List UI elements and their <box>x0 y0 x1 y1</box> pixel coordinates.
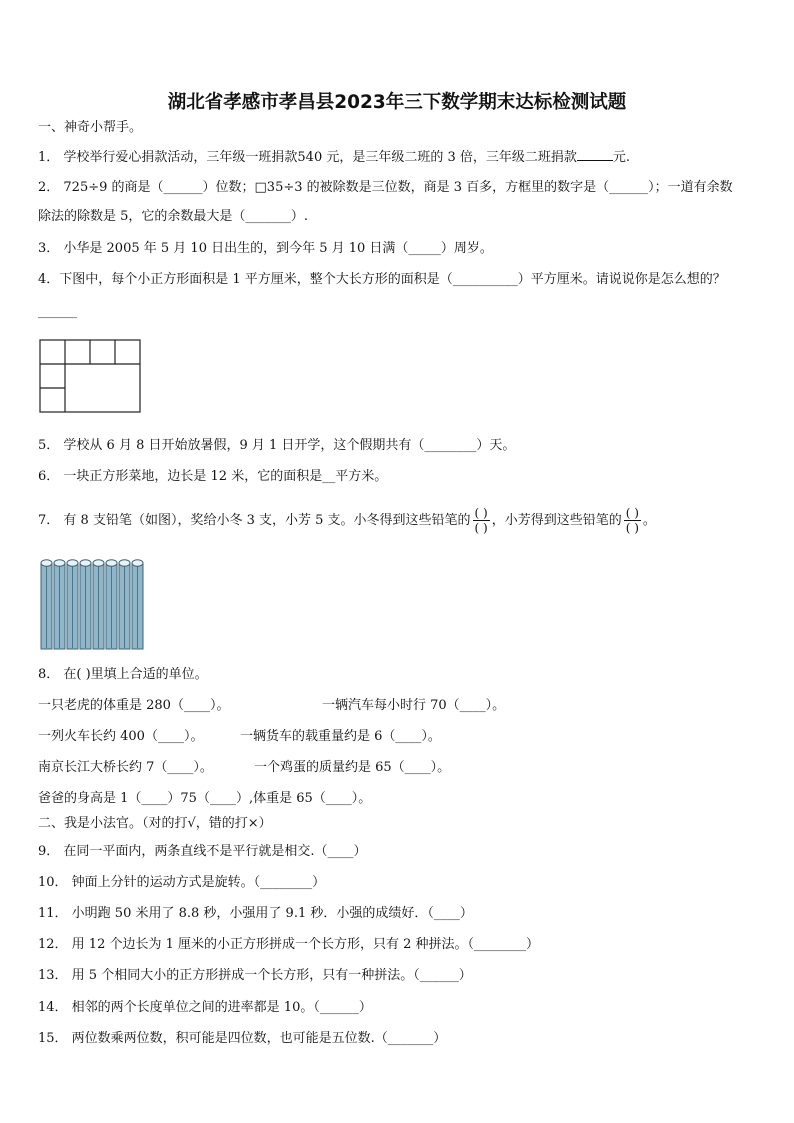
question-7-period: 。 <box>642 513 656 528</box>
question-8-row-1a: 一只老虎的体重是 280（____）。 <box>38 698 230 713</box>
question-11: 11． 小明跑 50 米用了 8.8 秒，小强用了 9.1 秒．小强的成绩好．（____） <box>38 906 473 921</box>
question-13: 13． 用 5 个相同大小的正方形拼成一个长方形，只有一种拼法。（______） <box>38 968 472 983</box>
question-14: 14． 相邻的两个长度单位之间的进率都是 10。（______） <box>38 1000 372 1015</box>
question-8-row-3a: 南京长江大桥长约 7（____）。 <box>38 760 213 775</box>
answer-blank[interactable] <box>577 148 613 161</box>
question-1-text: 1． 学校举行爱心捐款活动，三年级一班捐款540 元，是三年级二班的 3 倍，三年级二班捐款 <box>38 150 577 165</box>
question-8-row-3b: 一个鸡蛋的质量约是 65（____）。 <box>254 760 451 775</box>
question-3: 3． 小华是 2005 年 5 月 10 日出生的，到今年 5 月 10 日满（_____）周岁。 <box>38 241 493 256</box>
rectangle-grid-figure <box>39 339 143 415</box>
fraction-blank-2[interactable]: $\frac{( )}{( )}$ <box>625 506 639 535</box>
question-12: 12． 用 12 个边长为 1 厘米的小正方形拼成一个长方形，只有 2 种拼法。（________） <box>38 937 540 952</box>
question-2-line-2: 除法的除数是 5，它的余数最大是（_______）. <box>38 209 309 224</box>
question-8-row-2a: 一列火车长约 400（____）。 <box>38 729 204 744</box>
pencil-icon <box>54 560 65 649</box>
question-4-answer-line: ______ <box>38 304 77 319</box>
question-4-line-1: 4．下图中，每个小正方形面积是 1 平方厘米，整个大长方形的面积是（__________）平方厘米。请说说你是怎么想的？ <box>38 272 726 287</box>
question-7-text-2: ，小芳得到这些铅笔的 <box>491 513 622 528</box>
page-title: 湖北省孝感市孝昌县2023年三下数学期末达标检测试题 <box>167 92 627 113</box>
question-8-row-2b: 一辆货车的载重量约是 6（____）。 <box>240 729 441 744</box>
question-8-heading: 8． 在( )里填上合适的单位。 <box>38 667 208 682</box>
question-7-text: 7． 有 8 支铅笔（如图），奖给小冬 3 支，小芳 5 支。小冬得到这些铅笔的 <box>38 513 471 528</box>
fraction-blank-1[interactable]: $\frac{( )}{( )}$ <box>474 506 488 535</box>
section-heading-1: 一、神奇小帮手。 <box>38 120 143 135</box>
question-5: 5． 学校从 6 月 8 日开始放暑假，9 月 1 日开学，这个假期共有（________）天。 <box>38 438 516 453</box>
pencil-icon <box>41 560 52 649</box>
pencils-figure <box>38 556 146 652</box>
question-10: 10． 钟面上分针的运动方式是旋转。（________） <box>38 875 326 890</box>
pencil-icon <box>106 560 117 649</box>
pencil-icon <box>67 560 78 649</box>
question-1 <box>38 148 630 167</box>
pencil-icon <box>119 560 130 649</box>
pencil-icon <box>80 560 91 649</box>
question-2-line-1: 2． 725÷9 的商是（______）位数；□35÷3 的被除数是三位数，商是 3 百多，方框里的数字是（______）；一道有余数 <box>38 180 733 195</box>
question-7 <box>38 504 656 538</box>
pencil-icon <box>132 560 143 649</box>
question-8-row-1b: 一辆汽车每小时行 70（____）。 <box>322 698 506 713</box>
question-6: 6． 一块正方形菜地，边长是 12 米，它的面积是__平方米。 <box>38 469 388 484</box>
question-1-unit: 元. <box>612 150 631 165</box>
question-9: 9． 在同一平面内，两条直线不是平行就是相交.（____） <box>38 844 367 859</box>
question-15: 15． 两位数乘两位数，积可能是四位数，也可能是五位数.（_______） <box>38 1031 447 1046</box>
pencil-icon <box>93 560 104 649</box>
question-8-row-4: 爸爸的身高是 1（____）75（____）,体重是 65（____）。 <box>38 791 372 806</box>
section-heading-2: 二、我是小法官。（对的打√，错的打×） <box>38 816 272 831</box>
